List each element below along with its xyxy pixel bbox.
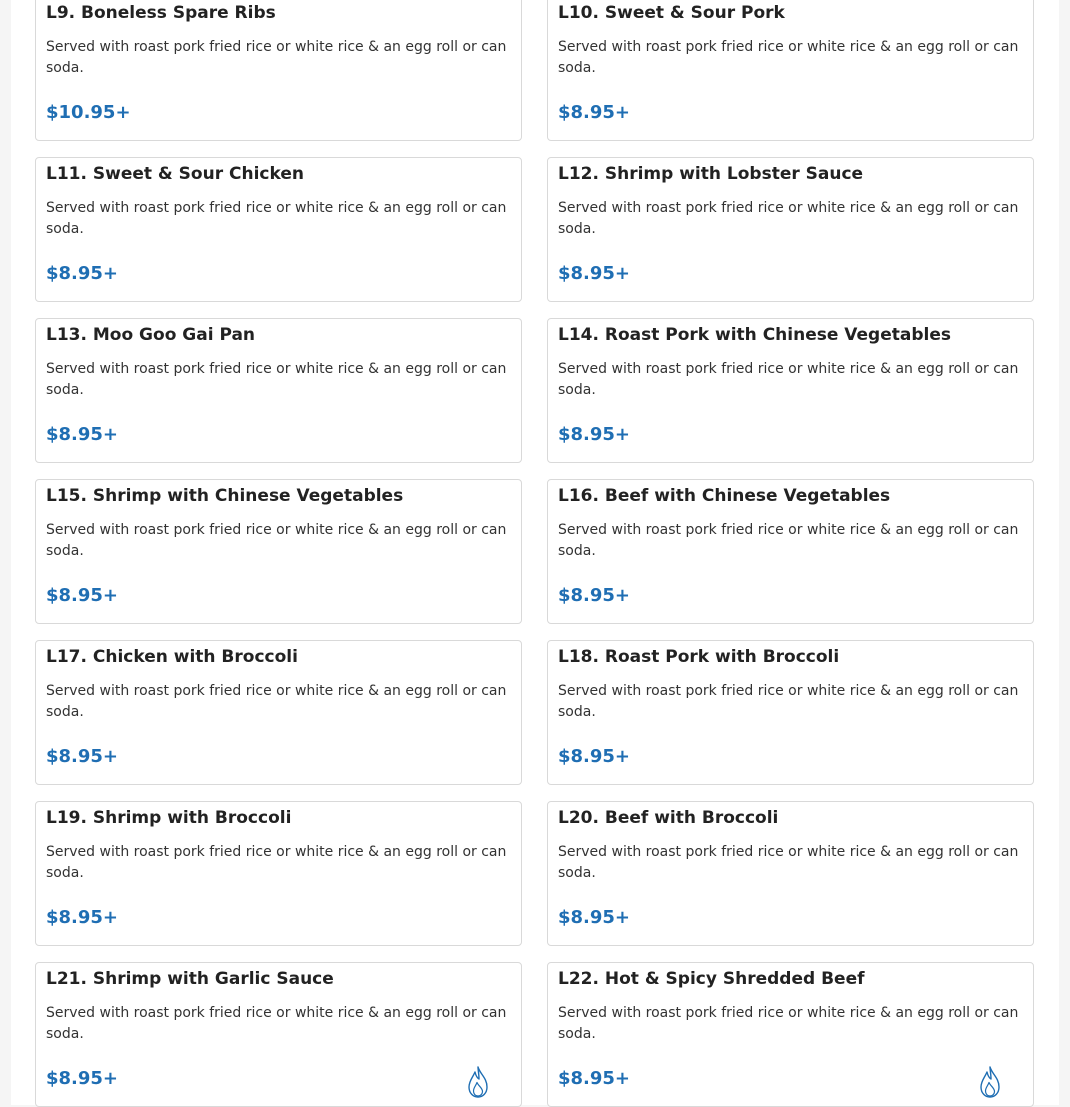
menu-item-card[interactable] bbox=[35, 801, 522, 946]
menu-item-card[interactable] bbox=[35, 318, 522, 463]
item-price: $8.95+ bbox=[558, 585, 631, 606]
menu-item-card[interactable] bbox=[35, 640, 522, 785]
menu-item-card[interactable] bbox=[547, 157, 1034, 302]
menu-item-grid bbox=[35, 0, 1034, 1107]
item-price: $8.95+ bbox=[46, 1068, 119, 1089]
flame-icon bbox=[465, 1065, 491, 1099]
item-description: Served with roast pork fried rice or white rice & an egg roll or can soda. bbox=[46, 522, 507, 559]
item-price: $8.95+ bbox=[46, 424, 119, 445]
item-description: Served with roast pork fried rice or white rice & an egg roll or can soda. bbox=[558, 522, 1019, 559]
menu-item-card[interactable] bbox=[35, 962, 522, 1107]
menu-item-card[interactable] bbox=[547, 0, 1034, 141]
item-price: $10.95+ bbox=[46, 102, 131, 123]
item-price: $8.95+ bbox=[558, 1068, 631, 1089]
item-name: L11. Sweet & Sour Chicken bbox=[46, 164, 304, 184]
item-name: L22. Hot & Spicy Shredded Beef bbox=[558, 969, 865, 989]
item-description: Served with roast pork fried rice or white rice & an egg roll or can soda. bbox=[558, 1005, 1019, 1042]
item-description: Served with roast pork fried rice or white rice & an egg roll or can soda. bbox=[558, 844, 1019, 881]
menu-item-card[interactable] bbox=[547, 801, 1034, 946]
menu-item-card[interactable] bbox=[35, 479, 522, 624]
menu-item-card[interactable] bbox=[35, 0, 522, 141]
item-description: Served with roast pork fried rice or white rice & an egg roll or can soda. bbox=[46, 1005, 507, 1042]
item-description: Served with roast pork fried rice or white rice & an egg roll or can soda. bbox=[558, 200, 1019, 237]
item-description: Served with roast pork fried rice or white rice & an egg roll or can soda. bbox=[558, 39, 1019, 76]
item-name: L9. Boneless Spare Ribs bbox=[46, 3, 276, 23]
item-price: $8.95+ bbox=[558, 907, 631, 928]
menu-item-card[interactable] bbox=[547, 962, 1034, 1107]
item-price: $8.95+ bbox=[46, 746, 119, 767]
item-description: Served with roast pork fried rice or white rice & an egg roll or can soda. bbox=[46, 844, 507, 881]
menu-item-card[interactable] bbox=[547, 640, 1034, 785]
item-name: L18. Roast Pork with Broccoli bbox=[558, 647, 840, 667]
menu-item-card[interactable] bbox=[547, 479, 1034, 624]
item-description: Served with roast pork fried rice or white rice & an egg roll or can soda. bbox=[46, 683, 507, 720]
item-name: L19. Shrimp with Broccoli bbox=[46, 808, 292, 828]
item-name: L20. Beef with Broccoli bbox=[558, 808, 779, 828]
item-price: $8.95+ bbox=[46, 585, 119, 606]
item-price: $8.95+ bbox=[46, 907, 119, 928]
flame-icon bbox=[977, 1065, 1003, 1099]
item-description: Served with roast pork fried rice or white rice & an egg roll or can soda. bbox=[46, 361, 507, 398]
item-name: L21. Shrimp with Garlic Sauce bbox=[46, 969, 334, 989]
item-name: L16. Beef with Chinese Vegetables bbox=[558, 486, 891, 506]
menu-item-card[interactable] bbox=[547, 318, 1034, 463]
item-description: Served with roast pork fried rice or white rice & an egg roll or can soda. bbox=[558, 361, 1019, 398]
item-description: Served with roast pork fried rice or white rice & an egg roll or can soda. bbox=[46, 200, 507, 237]
item-name: L17. Chicken with Broccoli bbox=[46, 647, 298, 667]
item-name: L14. Roast Pork with Chinese Vegetables bbox=[558, 325, 952, 345]
item-name: L10. Sweet & Sour Pork bbox=[558, 3, 785, 23]
item-name: L12. Shrimp with Lobster Sauce bbox=[558, 164, 864, 184]
item-description: Served with roast pork fried rice or white rice & an egg roll or can soda. bbox=[558, 683, 1019, 720]
item-price: $8.95+ bbox=[558, 424, 631, 445]
item-name: L15. Shrimp with Chinese Vegetables bbox=[46, 486, 404, 506]
item-price: $8.95+ bbox=[558, 263, 631, 284]
menu-item-card[interactable] bbox=[35, 157, 522, 302]
item-name: L13. Moo Goo Gai Pan bbox=[46, 325, 256, 345]
menu-page bbox=[11, 0, 1059, 1105]
item-price: $8.95+ bbox=[558, 746, 631, 767]
item-price: $8.95+ bbox=[46, 263, 119, 284]
item-price: $8.95+ bbox=[558, 102, 631, 123]
item-description: Served with roast pork fried rice or white rice & an egg roll or can soda. bbox=[46, 39, 507, 76]
